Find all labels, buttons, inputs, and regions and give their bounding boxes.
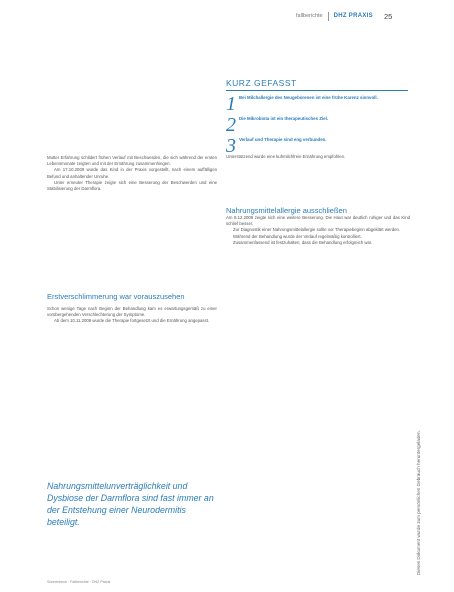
kurz-gefasst-item	[226, 137, 408, 155]
body-paragraph: Schon wenige Tage nach Beginn der Behandlung kam es erwartungsgemäß zu einer vorübergehenden Verschlechterung der Symptome.	[47, 306, 217, 318]
kurz-gefasst-box	[226, 78, 408, 158]
body-paragraph: Zusammenfassend ist festzuhalten, dass die Behandlung erfolgreich war.	[233, 239, 373, 245]
body-paragraph: Mutter Erfahrung schildert frühen Verlauf mit Beschwerden, die sich während der ersten Lebensmonate zeigten und mit der Ernährung zusammenhingen.	[47, 155, 217, 167]
kurz-gefasst-number: 2	[226, 114, 236, 136]
body-paragraph: Unter erneuter Therapie zeigte sich eine Besserung der Beschwerden und eine Stabilisierung der Darmflora.	[47, 179, 217, 192]
left-column-bottom	[47, 306, 217, 325]
side-download-note: Dieses Dokument wurde zum persönlichen Gebrauch heruntergeladen.	[416, 430, 421, 575]
header-section: DHZ PRAXIS	[333, 13, 373, 19]
header-divider	[328, 12, 329, 21]
kurz-gefasst-number: 3	[226, 135, 236, 157]
pull-quote: Nahrungsmittelunverträglichkeit und Dysbiose der Darmflora sind fast immer an der Entstehung einer Neurodermitis beteiligt.	[47, 481, 214, 527]
left-column-top	[47, 155, 217, 192]
page-footer: Sonnenbeck · Fallberichte · DHZ Praxis	[47, 580, 111, 584]
page-number: 25	[383, 11, 393, 21]
body-paragraph: Am 17.10.2009 wurde das Kind in der Praxis vorgestellt, nach einem auffälligen Befund und anhaltender Unruhe.	[47, 167, 217, 179]
section-heading: Nahrungsmittelallergie ausschließen	[226, 206, 347, 215]
kurz-gefasst-item	[226, 95, 408, 113]
kurz-gefasst-text: Die Mikrobiota ist ein therapeutisches Ziel.	[239, 116, 329, 121]
kurz-gefasst-text: Bei Milchallergie des Neugeborenen ist eine frühe Karenz sinnvoll.	[239, 95, 378, 100]
body-paragraph: Zur Diagnostik einer Nahrungsmittelallergie sollte vor Therapiebeginn abgeklärt werden.	[233, 227, 401, 233]
body-paragraph: Unterstützend wurde eine kuhmilchfreie Ernährung empfohlen.	[226, 154, 346, 159]
right-column-top	[226, 154, 410, 160]
body-paragraph: Während der Behandlung wurde der Verlauf regelmäßig kontrolliert.	[233, 233, 362, 239]
kurz-gefasst-title: KURZ GEFASST	[226, 78, 408, 91]
section-heading: Erstverschlimmerung war vorauszusehen	[47, 292, 185, 301]
kurz-gefasst-text: Verlauf und Therapie sind eng verbunden.	[239, 137, 327, 142]
right-column-body	[226, 215, 410, 246]
header-category: fallberichte	[296, 13, 323, 19]
body-paragraph: Ab dem 10.11.2009 wurde die Therapie fortgesetzt und die Ernährung angepasst.	[54, 318, 210, 324]
kurz-gefasst-item	[226, 116, 408, 134]
page-header	[296, 9, 446, 23]
kurz-gefasst-number: 1	[226, 93, 236, 115]
body-paragraph: Am 8.12.2009 zeigte sich eine weitere Besserung. Die Haut war deutlich ruhiger und das Kind schlief besser.	[226, 215, 410, 227]
